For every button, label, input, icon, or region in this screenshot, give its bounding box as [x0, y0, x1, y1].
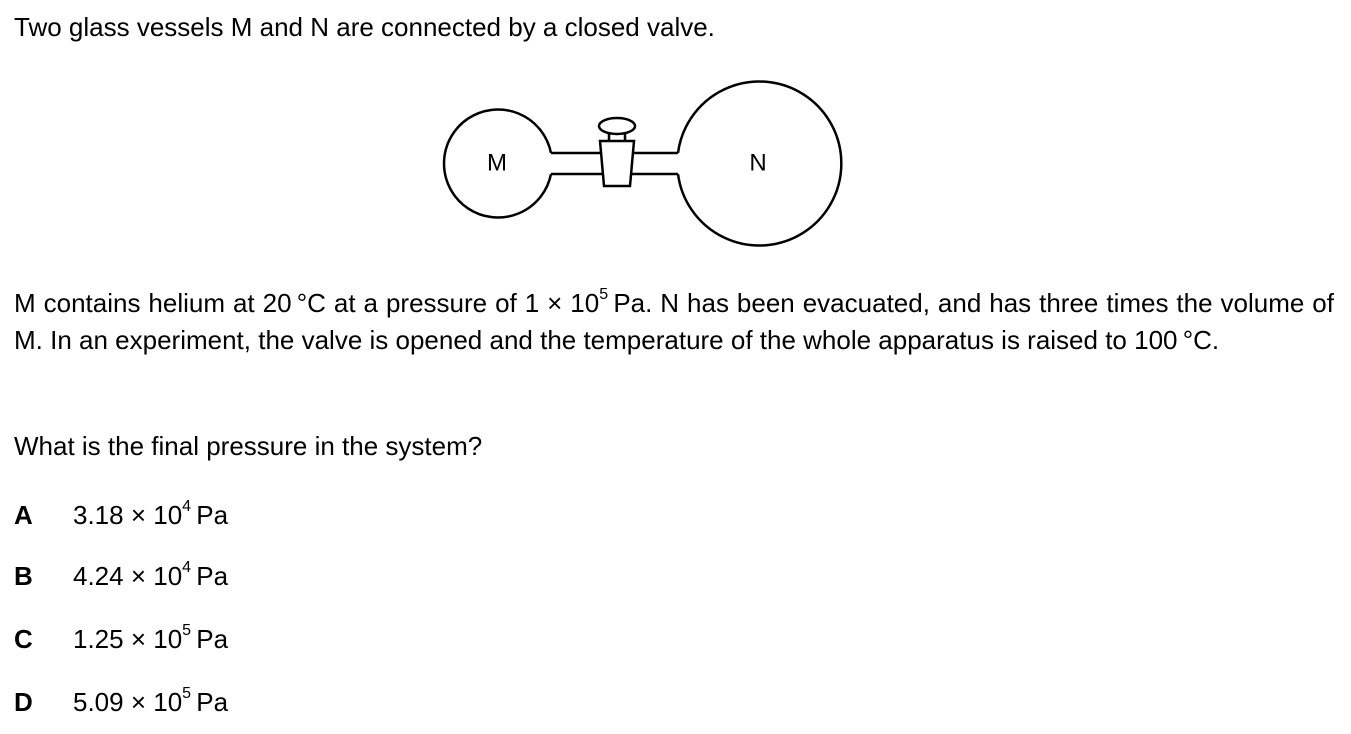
intro-text: Two glass vessels M and N are connected by a closed valve.: [14, 12, 715, 42]
option-letter: C: [14, 624, 33, 654]
option-value: $1.25 \times 10^5$ Pa: [73, 622, 229, 654]
problem-paragraph: [14, 285, 1334, 359]
option-value: $4.24 \times 10^4$ Pa: [73, 559, 229, 591]
option-letter: D: [14, 687, 33, 717]
option-value: $5.09 \times 10^5$ Pa: [73, 685, 229, 717]
paragraph-part-2: Pa. N has been evacuated, and has three times the volume of M. In an experiment, the valve is opened and the temperature of the whole apparatus is raised to 100 °C.: [14, 288, 1334, 355]
valve-body: [600, 141, 634, 186]
question-text: What is the final pressure in the system?: [14, 431, 483, 461]
valve-handle: [599, 118, 635, 134]
label-n: N: [749, 149, 767, 177]
paragraph-exponent: 5: [599, 286, 609, 304]
option-letter: A: [14, 500, 33, 530]
option-value: $3.18 \times 10^4$ Pa: [73, 498, 229, 530]
label-m: M: [487, 149, 507, 177]
option-letter: B: [14, 561, 33, 591]
paragraph-part-1: M contains helium at 20 °C at a pressure of 1 × 10: [14, 288, 600, 318]
